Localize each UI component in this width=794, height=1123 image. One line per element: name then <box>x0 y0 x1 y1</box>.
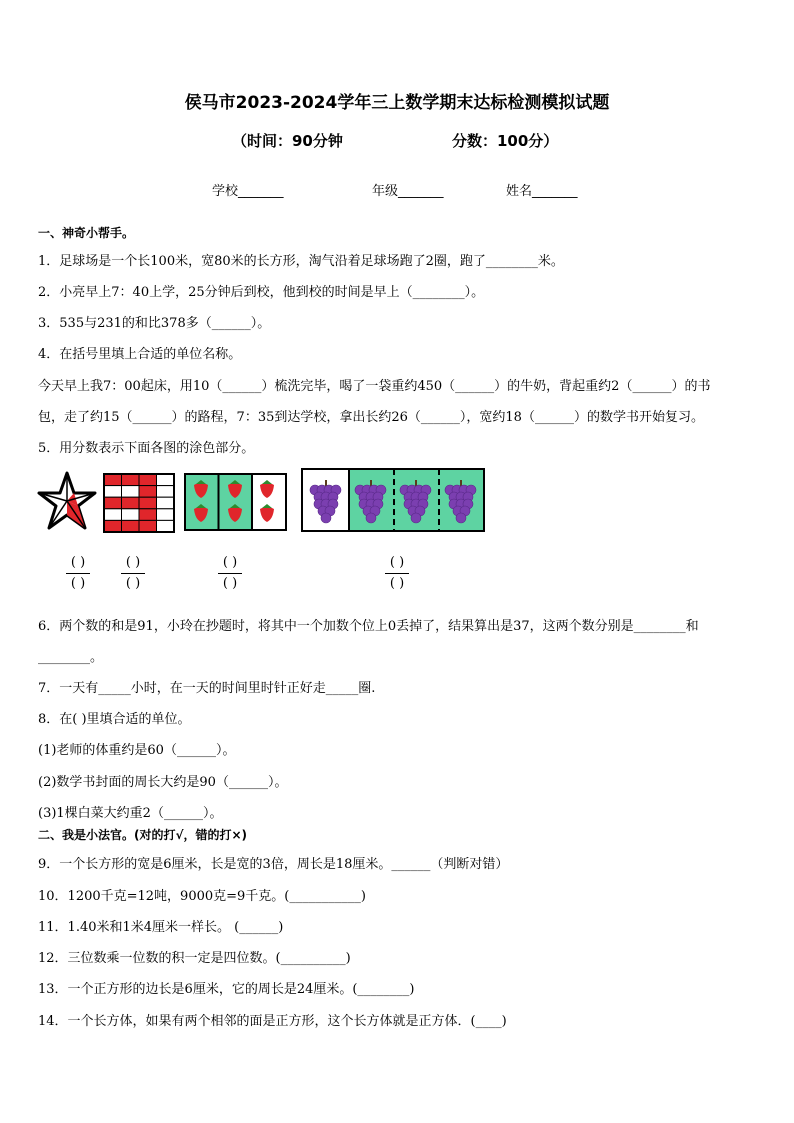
question-5: 5．用分数表示下面各图的涂色部分。 <box>38 441 255 456</box>
fraction-blank-4[interactable] <box>385 555 409 592</box>
question-3: 3．535与231的和比378多（______）。 <box>38 316 271 331</box>
grid-cell <box>104 474 122 486</box>
strawberry-figure <box>184 473 287 531</box>
grade-field[interactable]: 年级_______ <box>372 184 444 199</box>
strawberry-icon <box>260 480 274 498</box>
grid-cell <box>104 509 122 521</box>
question-4-line-2: 包，走了约15（______）的路程，7：35到达学校，拿出长约26（______），宽约18（______）的数学书开始复习。 <box>38 410 704 425</box>
grid-cell <box>122 509 140 521</box>
question-7: 7．一天有_____小时，在一天的时间里时针正好走_____圈. <box>38 681 376 696</box>
section-1-heading: 一、神奇小帮手。 <box>38 226 135 240</box>
question-11: 11．1.40米和1米4厘米一样长。 (______) <box>38 920 284 935</box>
fraction-bar <box>121 573 145 574</box>
grid-cell <box>139 486 157 498</box>
fraction-bar <box>66 573 90 574</box>
name-field[interactable]: 姓名_______ <box>506 184 578 199</box>
exam-time: （时间：90分钟 <box>232 132 343 150</box>
fraction-blank-3[interactable] <box>218 555 242 592</box>
question-8-part-2: (2)数学书封面的周长大约是90（______）。 <box>38 775 288 790</box>
fraction-bar <box>385 573 409 574</box>
fraction-numerator: ( ) <box>70 555 86 570</box>
fraction-denominator: ( ) <box>125 576 141 591</box>
exam-score: 分数：100分） <box>452 132 559 150</box>
question-8-part-3: (3)1棵白菜大约重2（______）。 <box>38 806 223 821</box>
fraction-denominator: ( ) <box>389 576 405 591</box>
question-4: 4．在括号里填上合适的单位名称。 <box>38 347 242 362</box>
grid-cell <box>122 486 140 498</box>
grape-icon <box>310 480 341 523</box>
grid-cell <box>122 520 140 532</box>
fraction-numerator: ( ) <box>389 555 405 570</box>
section-2-heading: 二、我是小法官。(对的打√，错的打×) <box>38 828 248 842</box>
strawberry-icon <box>260 504 274 522</box>
grid-cell <box>157 497 175 509</box>
question-4-line-1: 今天早上我7：00起床，用10（______）梳洗完毕，喝了一袋重约450（______）的牛奶，背起重约2（______）的书 <box>38 379 711 394</box>
grid-cell <box>139 497 157 509</box>
fraction-denominator: ( ) <box>70 576 86 591</box>
question-10: 10．1200千克=12吨，9000克=9千克。(___________) <box>38 889 366 904</box>
question-8: 8．在( )里填合适的单位。 <box>38 712 191 727</box>
grid-cell <box>104 486 122 498</box>
grid-cell <box>104 497 122 509</box>
grid-cell <box>139 520 157 532</box>
school-field[interactable]: 学校_______ <box>212 184 284 199</box>
question-12: 12．三位数乘一位数的积一定是四位数。(__________) <box>38 951 351 966</box>
grid-cell <box>157 520 175 532</box>
grid-cell <box>157 486 175 498</box>
question-6-line-1: 6．两个数的和是91，小玲在抄题时，将其中一个加数个位上0丢掉了，结果算出是37，这两个数分别是________和 <box>38 619 699 634</box>
fraction-blank-1[interactable] <box>66 555 90 592</box>
question-2: 2．小亮早上7：40上学，25分钟后到校，他到校的时间是早上（________）。 <box>38 285 485 300</box>
fraction-bar <box>218 573 242 574</box>
question-8-part-1: (1)老师的体重约是60（______）。 <box>38 743 236 758</box>
grid-figure <box>103 473 175 533</box>
star-figure <box>36 470 98 532</box>
grape-figure <box>301 468 485 532</box>
page-title: 侯马市2023-2024学年三上数学期末达标检测模拟试题 <box>184 93 610 113</box>
question-9: 9．一个长方形的宽是6厘米，长是宽的3倍，周长是18厘米。______（判断对错） <box>38 857 509 872</box>
question-14: 14．一个长方体，如果有两个相邻的面是正方形，这个长方体就是正方体．(____) <box>38 1014 507 1029</box>
fraction-numerator: ( ) <box>125 555 141 570</box>
grid-cell <box>122 497 140 509</box>
question-1: 1．足球场是一个长100米，宽80米的长方形，淘气沿着足球场跑了2圈，跑了________米。 <box>38 254 564 269</box>
question-6-line-2: ________。 <box>38 650 104 665</box>
grid-cell <box>122 474 140 486</box>
fraction-blank-2[interactable] <box>121 555 145 592</box>
question-13: 13．一个正方形的边长是6厘米，它的周长是24厘米。(________) <box>38 982 415 997</box>
grid-cell <box>139 509 157 521</box>
fraction-denominator: ( ) <box>222 576 238 591</box>
grid-cell <box>157 509 175 521</box>
grid-cell <box>104 520 122 532</box>
grid-cell <box>139 474 157 486</box>
fraction-numerator: ( ) <box>222 555 238 570</box>
grid-cell <box>157 474 175 486</box>
